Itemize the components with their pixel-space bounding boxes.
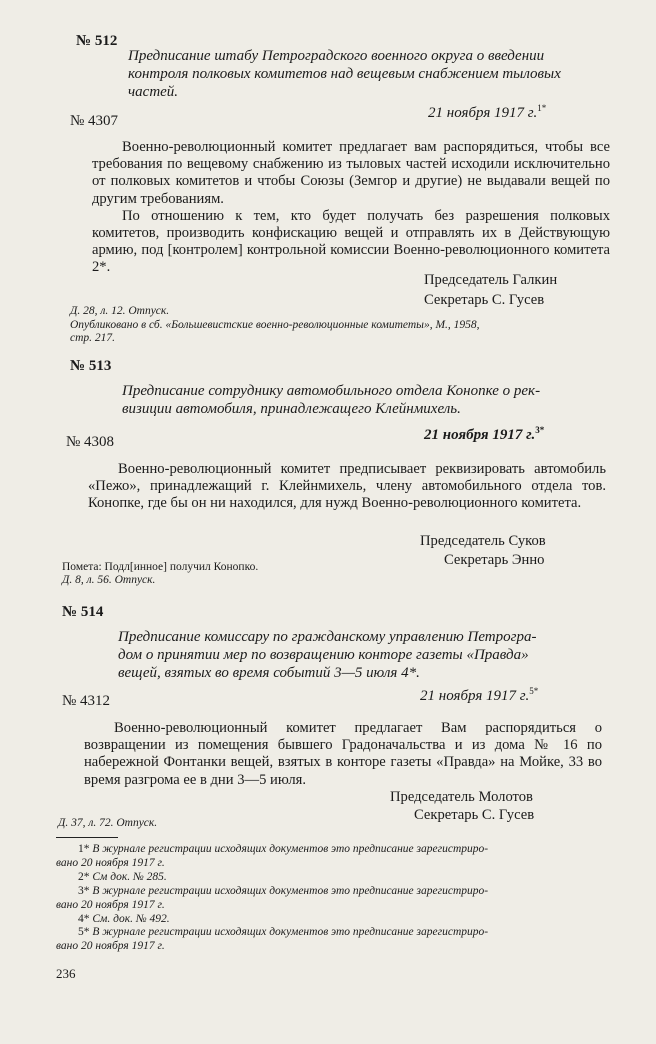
footnote-3-continued: вано 20 ноября 1917 г.	[56, 899, 165, 911]
footnote-4-mark: 4*	[78, 913, 90, 925]
doc-512-signature-secretary: Секретарь С. Гусев	[424, 292, 545, 308]
doc-512-paragraph-2: По отношению к тем, кто будет получать без разрешения полковых комитетов, производить конфискацию вещей и отправлять их в Действующую армию, под [контролем] контрольной комиссии Военно-революционного комитета 2*.	[92, 207, 610, 276]
footnote-3-text: В журнале регистрации исходящих документов это предписание зарегистриро-	[92, 885, 489, 897]
footnote-1-text: В журнале регистрации исходящих документов это предписание зарегистриро-	[92, 843, 489, 855]
footnote-5	[78, 925, 488, 939]
doc-514-date-note: 5*	[529, 686, 539, 696]
doc-512-paragraph-1: Военно-революционный комитет предлагает вам распорядиться, чтобы все требования по вещевому снабжению из тыловых частей исходили исключительно от полковых комитетов и чтобы Союзы (Земгор и другие) не выдавали вещей по другим требованиям.	[92, 139, 610, 207]
doc-513-reg-number: № 4308	[66, 434, 115, 450]
footnote-5-continued: вано 20 ноября 1917 г.	[56, 940, 165, 952]
doc-512-title-line-1: Предписание штабу Петроградского военного округа о введении	[128, 48, 545, 64]
footnote-2-mark: 2*	[78, 871, 90, 883]
doc-514-archive-note: Д. 37, л. 72. Отпуск.	[58, 817, 158, 829]
footnote-1-mark: 1*	[78, 843, 90, 855]
doc-512-date-note: 1*	[537, 103, 547, 113]
doc-512-published-line-1: Опубликовано в сб. «Большевистские военно-революционные комитеты», М., 1958,	[70, 319, 480, 331]
doc-514-body	[84, 720, 602, 789]
doc-514-date-text: 21 ноября 1917 г.	[420, 688, 530, 704]
doc-513-body	[88, 461, 606, 513]
doc-512-published-line-2: стр. 217.	[70, 332, 116, 344]
footnote-3	[78, 884, 488, 898]
footnote-5-mark: 5*	[78, 926, 90, 938]
doc-513-date-text: 21 ноября 1917 г.	[424, 427, 536, 443]
footnote-2	[78, 870, 167, 884]
footnote-divider	[56, 837, 118, 838]
footnote-3-mark: 3*	[78, 885, 90, 897]
doc-514-date	[420, 686, 538, 705]
doc-513-mark-note: Помета: Подл[инное] получил Конопко.	[62, 561, 259, 573]
doc-514-title-line-2: дом о принятии мер по возвращению конторе газеты «Правда»	[118, 647, 529, 663]
doc-512-title-line-3: частей.	[128, 84, 179, 100]
doc-512-signature-chair: Председатель Галкин	[424, 272, 558, 288]
footnote-4	[78, 912, 170, 926]
doc-513-title-line-1: Предписание сотруднику автомобильного отдела Конопке о рек-	[122, 383, 541, 399]
doc-514-signature-chair: Председатель Молотов	[390, 789, 533, 805]
doc-513-signature-chair: Председатель Суков	[420, 533, 546, 549]
doc-514-paragraph-1: Военно-революционный комитет предлагает Вам распорядиться о возвращении из помещения бывшего Градоначальства и из дома № 16 по набережной Фонтанки вещей, взятых в конторе газеты «Правда» на Мойке, 33 во время разгрома ее в дни 3—5 июля.	[84, 720, 602, 788]
footnote-1	[78, 842, 488, 856]
doc-514-title-line-1: Предписание комиссару по гражданскому управлению Петрогра-	[118, 629, 537, 645]
footnote-4-text: См. док. № 492.	[92, 913, 170, 925]
doc-512-reg-number: № 4307	[70, 113, 119, 129]
doc-512-date	[428, 103, 546, 122]
doc-513-paragraph-1: Военно-революционный комитет предписывает реквизировать автомобиль «Пежо», принадлежащий г. Клейнмихель, члену автомобильного отдела тов. Конопке, где бы он ни находился, для нужд Военно-революционного комитета.	[88, 461, 606, 512]
doc-514-signature-secretary: Секретарь С. Гусев	[414, 807, 535, 823]
doc-513-signature-secretary: Секретарь Энно	[444, 552, 545, 568]
doc-512-title-line-2: контроля полковых комитетов над вещевым снабжением тыловых	[128, 66, 561, 82]
doc-512-number: № 512	[76, 33, 118, 49]
doc-514-title-line-3: вещей, взятых во время событий 3—5 июля 4*.	[118, 665, 420, 681]
doc-514-number: № 514	[62, 604, 104, 620]
doc-513-title-line-2: визиции автомобиля, принадлежащего Клейнмихель.	[122, 401, 461, 417]
doc-513-archive-note: Д. 8, л. 56. Отпуск.	[62, 574, 156, 586]
doc-512-date-text: 21 ноября 1917 г.	[428, 105, 538, 121]
doc-513-date	[424, 425, 544, 444]
doc-512-archive-note: Д. 28, л. 12. Отпуск.	[70, 305, 170, 317]
footnote-2-text: См док. № 285.	[92, 871, 167, 883]
doc-513-date-note: 3*	[535, 425, 545, 435]
doc-513-number: № 513	[70, 358, 112, 374]
page-number: 236	[56, 966, 76, 981]
doc-514-reg-number: № 4312	[62, 693, 111, 709]
footnote-1-continued: вано 20 ноября 1917 г.	[56, 857, 165, 869]
doc-512-body	[92, 139, 610, 277]
footnote-5-text: В журнале регистрации исходящих документов это предписание зарегистриро-	[92, 926, 489, 938]
